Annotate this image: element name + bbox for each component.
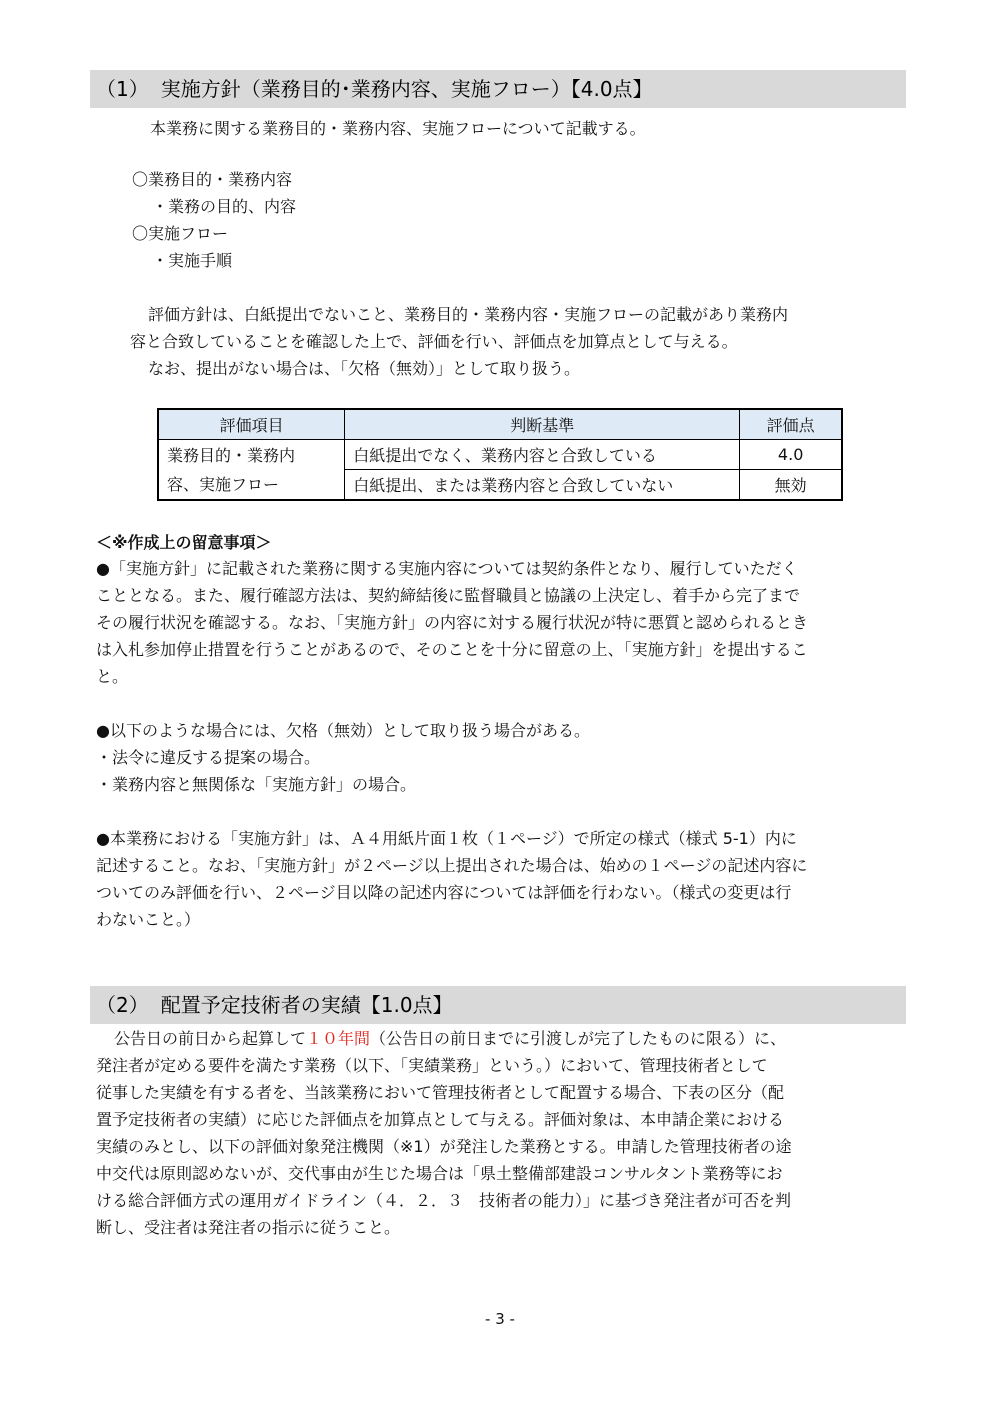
- section2-line: 従事した実績を有する者を、当該業務において管理技術者として配置する場合、下表の区分（配: [96, 1083, 785, 1102]
- item-flow: 〇実施フロー: [132, 224, 229, 243]
- note1-line: こととなる。また、履行確認方法は、契約締結後に監督職員と協議の上決定し、着手から完了まで: [96, 586, 801, 605]
- table-score: 4.0: [740, 440, 842, 470]
- note2-line: ・業務内容と無関係な「実施方針」の場合。: [96, 775, 417, 794]
- table-item-line-1: 業務目的・業務内: [167, 445, 296, 465]
- note2-line: ・法令に違反する提案の場合。: [96, 748, 321, 767]
- policy-line-1: 評価方針は、白紙提出でないこと、業務目的・業務内容・実施フローの記載があり業務内: [148, 305, 789, 324]
- note1-line: その履行状況を確認する。なお、「実施方針」の内容に対する履行状況が特に悪質と認められるとき: [96, 613, 809, 632]
- section1-title: 実施方針（業務目的･業務内容、実施フロー）【4.0点】: [160, 77, 653, 101]
- note3-line: わないこと。）: [96, 910, 201, 929]
- section2-line-1-pre: 公告日の前日から起算して: [114, 1029, 307, 1048]
- header-score: 評価点: [740, 409, 842, 440]
- section2-line: 断し、受注者は発注者の指示に従うこと。: [96, 1218, 401, 1237]
- page-number: - 3 -: [485, 1310, 515, 1328]
- section2-heading: [90, 986, 906, 1024]
- section2-highlight-period: １０年間: [306, 1029, 371, 1048]
- table-row: [158, 440, 842, 470]
- section2-number: （2）: [96, 993, 149, 1017]
- table-criterion: 白紙提出、または業務内容と合致していない: [345, 470, 740, 501]
- note3-line: ついてのみ評価を行い、２ページ目以降の記述内容については評価を行わない。（様式の変更は行: [96, 883, 792, 902]
- item-flow-detail: ・実施手順: [152, 251, 233, 270]
- note3-line: ●本業務における「実施方針」は、Ａ４用紙片面１枚（１ページ）で所定の様式（様式 5-1）内に: [96, 829, 797, 848]
- header-criterion: 判断基準: [345, 409, 740, 440]
- note2-line: ●以下のような場合には、欠格（無効）として取り扱う場合がある。: [96, 721, 590, 740]
- note1-line: と。: [96, 667, 129, 686]
- section2-title: 配置予定技術者の実績【1.0点】: [160, 993, 453, 1017]
- section2-line: 発注者が定める要件を満たす業務（以下、「実績業務」という。）において、管理技術者として: [96, 1056, 768, 1075]
- section2-line-1-post: （公告日の前日までに引渡しが完了したものに限る）に、: [370, 1029, 787, 1048]
- evaluation-table: [157, 408, 843, 501]
- table-item-cell: [158, 440, 345, 501]
- note3-line: 記述すること。なお、「実施方針」が２ページ以上提出された場合は、始めの１ページの記述内容に: [96, 856, 808, 875]
- table-item-line-2: 容、実施フロー: [167, 474, 280, 494]
- section2-line-1: [114, 1026, 786, 1052]
- section1-intro: 本業務に関する業務目的・業務内容、実施フローについて記載する。: [150, 119, 646, 138]
- section2-line: 置予定技術者の実績）に応じた評価点を加算点として与える。評価対象は、本申請企業における: [96, 1110, 785, 1129]
- policy-line-2: 容と合致していることを確認した上で、評価を行い、評価点を加算点として与える。: [130, 332, 738, 351]
- section2-line: ける総合評価方式の運用ガイドライン（４．２．３ 技術者の能力）」に基づき発注者が可否を判: [96, 1191, 792, 1210]
- note1-line: ●「実施方針」に記載された業務に関する実施内容については契約条件となり、履行していただく: [96, 559, 798, 578]
- table-criterion: 白紙提出でなく、業務内容と合致している: [345, 440, 740, 470]
- item-purpose: 〇業務目的・業務内容: [132, 170, 293, 189]
- note1-line: は入札参加停止措置を行うことがあるので、そのことを十分に留意の上、「実施方針」を提出するこ: [96, 640, 808, 659]
- section2-line: 中交代は原則認めないが、交代事由が生じた場合は「県土整備部建設コンサルタント業務等にお: [96, 1164, 783, 1183]
- table-header-row: [158, 409, 842, 440]
- section1-heading: [90, 70, 906, 108]
- section1-number: （1）: [96, 77, 149, 101]
- policy-line-3: なお、提出がない場合は、「欠格（無効）」として取り扱う。: [148, 359, 581, 378]
- notes-title: ＜※作成上の留意事項＞: [96, 533, 272, 552]
- header-item: 評価項目: [158, 409, 345, 440]
- table-score: 無効: [740, 470, 842, 501]
- section2-line: 実績のみとし、以下の評価対象発注機関（※1）が発注した業務とする。申請した管理技術者の途: [96, 1137, 792, 1156]
- item-purpose-detail: ・業務の目的、内容: [152, 197, 297, 216]
